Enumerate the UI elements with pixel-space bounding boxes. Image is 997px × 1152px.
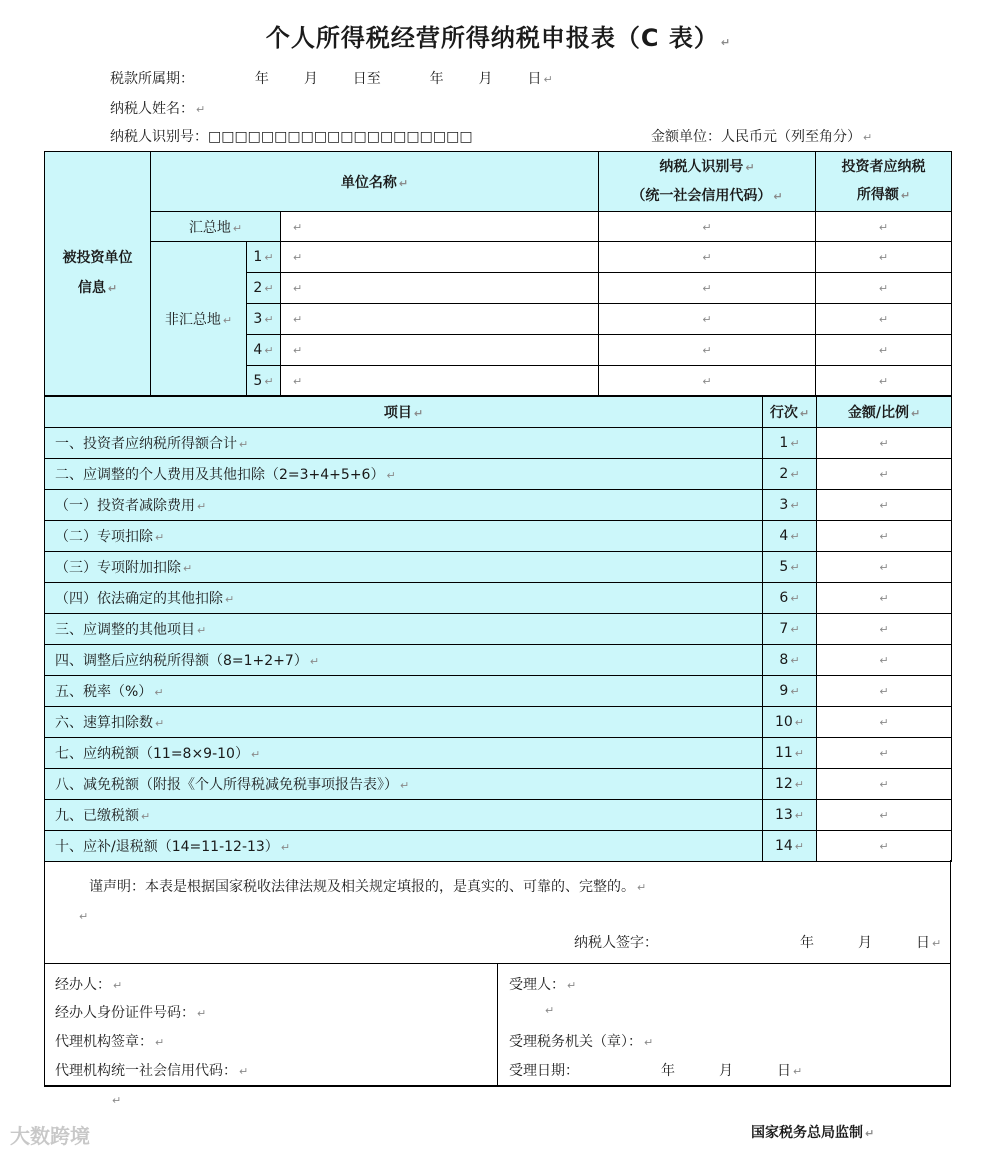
line-column-header: 行次 ↵ (763, 397, 817, 428)
item-label: 十、应补/退税额（14=11-12-13） ↵ (45, 831, 763, 862)
item-row (45, 459, 952, 490)
item-line-number: 3 ↵ (763, 490, 817, 521)
non-summary-taxid-cell[interactable]: ↵ (599, 242, 816, 273)
item-line-number: 5 ↵ (763, 552, 817, 583)
item-amount-cell[interactable]: ↵ (817, 614, 952, 645)
non-summary-amount-cell[interactable]: ↵ (816, 273, 952, 304)
item-row (45, 490, 952, 521)
signature-date[interactable]: 年 月 日 ↵ (800, 935, 942, 951)
item-line-number: 8 ↵ (763, 645, 817, 676)
non-summary-row-number: 3 ↵ (247, 304, 281, 335)
tax-office-seal-label[interactable]: 受理税务机关（章）： ↵ (509, 1034, 654, 1050)
non-summary-amount-cell[interactable]: ↵ (816, 366, 952, 396)
item-line-number: 14 ↵ (763, 831, 817, 862)
summary-taxid-cell[interactable]: ↵ (599, 212, 816, 242)
item-amount-cell[interactable]: ↵ (817, 521, 952, 552)
item-row (45, 583, 952, 614)
item-row (45, 800, 952, 831)
non-summary-unit-name-cell[interactable]: ↵ (281, 335, 599, 366)
unit-name-header: 单位名称 ↵ (151, 152, 599, 212)
footer-divider (497, 964, 498, 1085)
non-summary-row-number: 1 ↵ (247, 242, 281, 273)
non-summary-taxid-cell[interactable]: ↵ (599, 366, 816, 396)
trailing-mark: ↵ (112, 1094, 122, 1107)
non-summary-amount-cell[interactable]: ↵ (816, 335, 952, 366)
item-row (45, 614, 952, 645)
non-summary-taxid-cell[interactable]: ↵ (599, 335, 816, 366)
non-summary-location-label: 非汇总地 ↵ (151, 242, 247, 396)
period-day-end: 日 (527, 71, 542, 87)
item-label: 二、应调整的个人费用及其他扣除（2=3+4+5+6） ↵ (45, 459, 763, 490)
taxpayer-name-line: 纳税人姓名： ↵ (110, 101, 206, 117)
item-label: （三）专项附加扣除 ↵ (45, 552, 763, 583)
invested-unit-table (44, 151, 952, 396)
item-amount-cell[interactable]: ↵ (817, 552, 952, 583)
receiver-label[interactable]: 受理人： ↵ (509, 977, 577, 993)
item-label: （二）专项扣除 ↵ (45, 521, 763, 552)
item-amount-cell[interactable]: ↵ (817, 583, 952, 614)
supervision-note: 国家税务总局监制 ↵ (751, 1125, 875, 1141)
handler-id-label[interactable]: 经办人身份证件号码： ↵ (55, 1005, 207, 1021)
item-row (45, 428, 952, 459)
receiver-blank-line: ↵ (545, 1004, 555, 1017)
amount-unit-note: 金额单位：人民币元（列至角分） ↵ (651, 129, 873, 145)
summary-unit-name-cell[interactable]: ↵ (281, 212, 599, 242)
item-line-number: 1 ↵ (763, 428, 817, 459)
item-label: （四）依法确定的其他扣除 ↵ (45, 583, 763, 614)
item-row (45, 645, 952, 676)
item-line-number: 13 ↵ (763, 800, 817, 831)
non-summary-taxid-cell[interactable]: ↵ (599, 273, 816, 304)
handler-label[interactable]: 经办人： ↵ (55, 977, 123, 993)
declaration-blank-line: ↵ (79, 910, 89, 923)
receive-date-parts[interactable]: 年 月 日 ↵ (661, 1063, 803, 1079)
period-month-end: 月 (478, 71, 493, 87)
item-amount-cell[interactable]: ↵ (817, 676, 952, 707)
item-label: 八、减免税额（附报《个人所得税减免税事项报告表》） ↵ (45, 769, 763, 800)
item-label: 九、已缴税额 ↵ (45, 800, 763, 831)
agency-seal-label[interactable]: 代理机构签章： ↵ (55, 1034, 165, 1050)
item-label: 五、税率（%） ↵ (45, 676, 763, 707)
taxpayer-id-boxes[interactable]: □□□□□□□□□□□□□□□□□□□□ (208, 129, 473, 145)
item-row (45, 738, 952, 769)
item-amount-cell[interactable]: ↵ (817, 428, 952, 459)
item-line-number: 7 ↵ (763, 614, 817, 645)
receive-date-label[interactable]: 受理日期： (509, 1063, 579, 1079)
period-year-end: 年 (429, 71, 444, 87)
item-label: 一、投资者应纳税所得额合计 ↵ (45, 428, 763, 459)
taxpayer-id-line (110, 126, 473, 146)
taxpayer-id-label: 纳税人识别号： (110, 129, 208, 145)
agency-code-label[interactable]: 代理机构统一社会信用代码： ↵ (55, 1063, 249, 1079)
item-line-number: 11 ↵ (763, 738, 817, 769)
taxpayer-name-label: 纳税人姓名： (110, 101, 194, 117)
items-table (44, 396, 952, 862)
item-row (45, 707, 952, 738)
item-row (45, 769, 952, 800)
non-summary-row-number: 4 ↵ (247, 335, 281, 366)
item-line-number: 9 ↵ (763, 676, 817, 707)
item-amount-cell[interactable]: ↵ (817, 707, 952, 738)
watermark-logo: 大数跨境 (10, 1124, 90, 1148)
non-summary-amount-cell[interactable]: ↵ (816, 242, 952, 273)
invested-unit-side-label: 被投资单位 信息 ↵ (45, 152, 151, 396)
item-amount-cell[interactable]: ↵ (817, 738, 952, 769)
taxid-header: 纳税人识别号 ↵ （统一社会信用代码） ↵ (599, 152, 816, 212)
non-summary-unit-name-cell[interactable]: ↵ (281, 273, 599, 304)
form-title: 个人所得税经营所得纳税申报表（C 表） ↵ (265, 24, 732, 52)
period-month-start: 月 (303, 71, 318, 87)
item-row (45, 552, 952, 583)
non-summary-unit-name-cell[interactable]: ↵ (281, 242, 599, 273)
non-summary-amount-cell[interactable]: ↵ (816, 304, 952, 335)
item-line-number: 12 ↵ (763, 769, 817, 800)
period-year-start: 年 (254, 71, 269, 87)
non-summary-taxid-cell[interactable]: ↵ (599, 304, 816, 335)
investor-taxable-income-header: 投资者应纳税 所得额 ↵ (816, 152, 952, 212)
item-amount-cell[interactable]: ↵ (817, 831, 952, 862)
item-row (45, 831, 952, 862)
item-amount-cell[interactable]: ↵ (817, 645, 952, 676)
tax-period-line: 税款所属期： 年 月 日至 年 月 日 ↵ (110, 71, 553, 87)
item-column-header: 项目 ↵ (45, 397, 763, 428)
period-day-to: 日至 (352, 71, 381, 87)
item-label: 七、应纳税额（11=8×9-10） ↵ (45, 738, 763, 769)
item-amount-cell[interactable]: ↵ (817, 800, 952, 831)
non-summary-row-number: 2 ↵ (247, 273, 281, 304)
item-label: （一）投资者减除费用 ↵ (45, 490, 763, 521)
item-label: 四、调整后应纳税所得额（8=1+2+7） ↵ (45, 645, 763, 676)
item-label: 六、速算扣除数 ↵ (45, 707, 763, 738)
declaration-section (44, 860, 951, 963)
summary-amount-cell[interactable]: ↵ (816, 212, 952, 242)
tax-period-label: 税款所属期： (110, 71, 194, 87)
non-summary-unit-name-cell[interactable]: ↵ (281, 366, 599, 396)
item-label: 三、应调整的其他项目 ↵ (45, 614, 763, 645)
non-summary-row-number: 5 ↵ (247, 366, 281, 396)
amount-ratio-column-header: 金额/比例 ↵ (817, 397, 952, 428)
declaration-text: 谨声明：本表是根据国家税收法律法规及相关规定填报的，是真实的、可靠的、完整的。 ↵ (89, 879, 647, 895)
item-line-number: 2 ↵ (763, 459, 817, 490)
item-line-number: 4 ↵ (763, 521, 817, 552)
item-amount-cell[interactable]: ↵ (817, 490, 952, 521)
taxpayer-signature-label[interactable]: 纳税人签字： (574, 935, 658, 951)
item-row (45, 521, 952, 552)
footer-section (44, 963, 951, 1087)
item-line-number: 10 ↵ (763, 707, 817, 738)
item-amount-cell[interactable]: ↵ (817, 769, 952, 800)
summary-location-label: 汇总地 ↵ (151, 212, 281, 242)
item-line-number: 6 ↵ (763, 583, 817, 614)
item-row (45, 676, 952, 707)
item-amount-cell[interactable]: ↵ (817, 459, 952, 490)
non-summary-unit-name-cell[interactable]: ↵ (281, 304, 599, 335)
